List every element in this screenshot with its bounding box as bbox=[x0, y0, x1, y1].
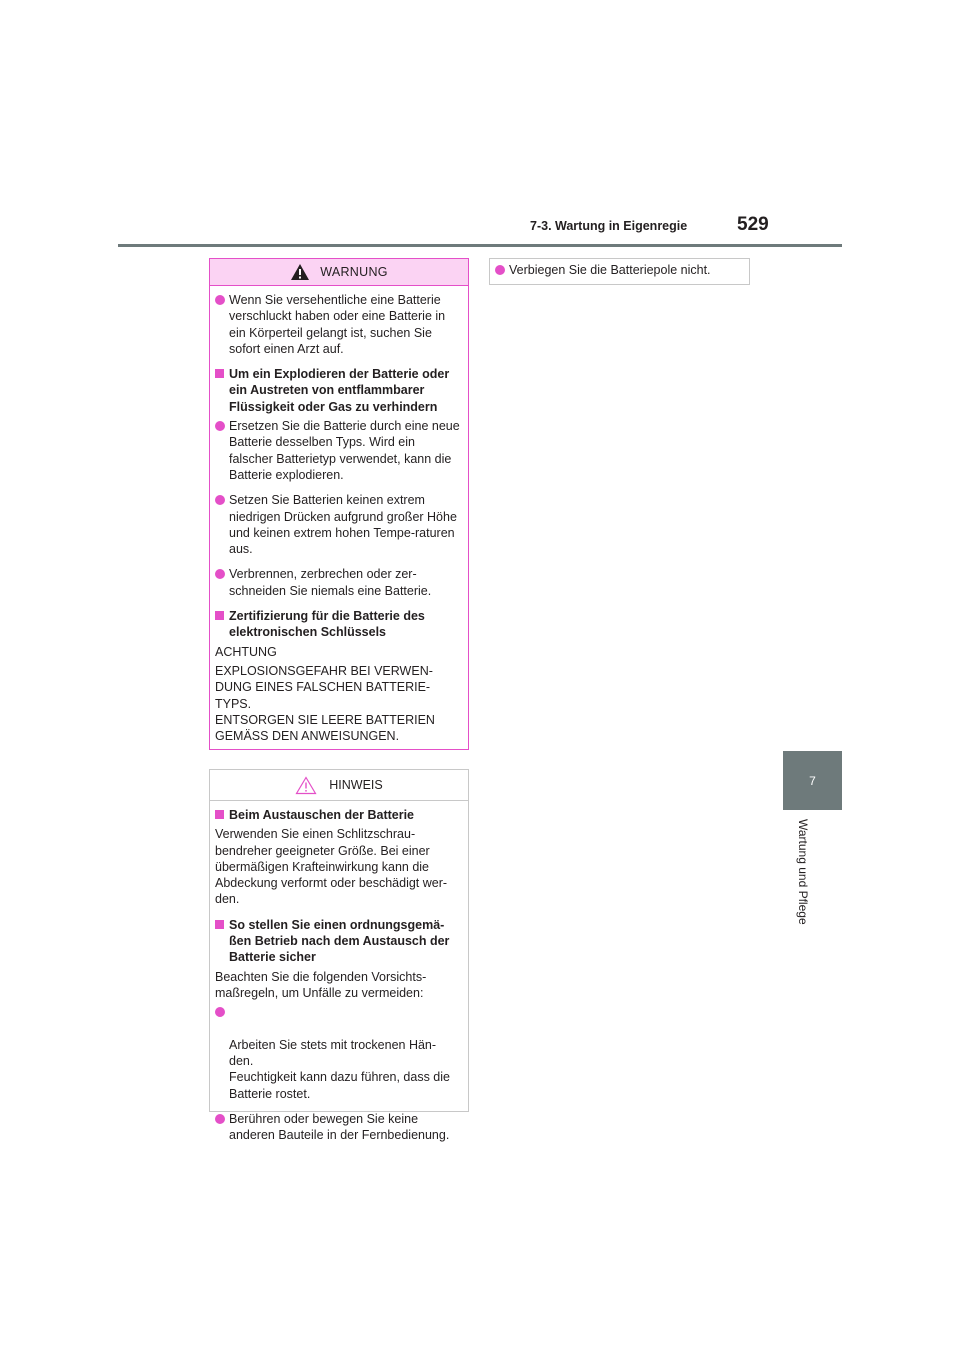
square-bullet-icon bbox=[215, 810, 224, 819]
notice-text-screwdriver: Verwenden Sie einen Schlitzschrau-bendreher geeigneter Größe. Bei einer übermäßigen Krafteinwirkung kann die Abdeckung verformt oder beschädigt wer-den. bbox=[215, 827, 448, 907]
continuation-item-poles: Verbiegen Sie die Batteriepole nicht. bbox=[509, 263, 711, 277]
list-item bbox=[215, 418, 460, 483]
page-number: 529 bbox=[737, 214, 769, 235]
warning-item-swallow: Wenn Sie versehentliche eine Batterie verschluckt haben oder eine Batterie in ein Körperteil gelangt ist, suchen Sie sofort einen Arzt auf. bbox=[229, 293, 446, 356]
list-item bbox=[215, 292, 460, 357]
warning-item-replace: Ersetzen Sie die Batterie durch eine neue Batterie desselben Typs. Wird ein falscher Batterietyp verwendet, kann die Batterie explodieren. bbox=[229, 419, 460, 482]
bullet-icon bbox=[215, 495, 225, 505]
square-bullet-icon bbox=[215, 611, 224, 620]
warning-header bbox=[210, 259, 468, 286]
bullet-icon bbox=[215, 421, 225, 431]
notice-text-precautions: Beachten Sie die folgenden Vorsichts-maßregeln, um Unfälle zu vermeiden: bbox=[215, 969, 427, 1000]
notice-header bbox=[210, 770, 468, 801]
notice-heading-replace: Beim Austauschen der Batterie bbox=[229, 808, 415, 822]
list-item bbox=[495, 262, 741, 278]
list-item bbox=[215, 566, 460, 599]
bullet-icon bbox=[215, 295, 225, 305]
caution-label: ACHTUNG bbox=[215, 644, 277, 659]
warning-heading-explosion: Um ein Explodieren der Batterie oder ein Austreten von entflammbarer Flüssigkeit oder Gas zu verhindern bbox=[229, 367, 450, 414]
subheading bbox=[215, 917, 460, 966]
list-item bbox=[215, 1111, 460, 1144]
warning-title: WARNUNG bbox=[320, 264, 388, 279]
warning-content bbox=[210, 286, 468, 744]
caution-outline-icon bbox=[295, 776, 317, 795]
continuation-box bbox=[489, 258, 750, 285]
bullet-icon bbox=[495, 265, 505, 275]
header-rule bbox=[118, 244, 842, 247]
bullet-icon bbox=[215, 569, 225, 579]
chapter-title: Wartung und Pflege bbox=[796, 819, 810, 925]
warning-box bbox=[209, 258, 469, 750]
continuation-content bbox=[490, 259, 749, 278]
chapter-number: 7 bbox=[809, 773, 816, 788]
bullet-icon bbox=[215, 1114, 225, 1124]
bullet-icon bbox=[215, 1007, 225, 1017]
notice-heading-operation: So stellen Sie einen ordnungsgemä-ßen Betrieb nach dem Austausch der Batterie sicher bbox=[229, 917, 450, 965]
subheading bbox=[215, 807, 460, 823]
list-item bbox=[215, 1004, 460, 1102]
chapter-tab bbox=[783, 751, 842, 810]
subheading bbox=[215, 608, 460, 641]
warning-triangle-icon bbox=[290, 263, 310, 281]
list-item bbox=[215, 492, 460, 557]
section-title: 7-3. Wartung in Eigenregie bbox=[530, 219, 688, 233]
notice-box bbox=[209, 769, 469, 1143]
notice-title: HINWEIS bbox=[329, 777, 383, 792]
subheading bbox=[215, 366, 460, 415]
warning-heading-certification: Zertifizierung für die Batterie des elektronischen Schlüssels bbox=[229, 609, 425, 640]
square-bullet-icon bbox=[215, 920, 224, 929]
warning-item-burn: Verbrennen, zerbrechen oder zer-schneiden Sie niemals eine Batterie. bbox=[229, 567, 432, 598]
notice-item-no-touch: Berühren oder bewegen Sie keine anderen Bauteile in der Fernbedienung. bbox=[229, 1112, 450, 1143]
notice-item-dry-hands: Arbeiten Sie stets mit trockenen Hän-den. Feuchtigkeit kann dazu führen, dass die Batterie rostet. bbox=[229, 1037, 450, 1101]
caution-text: EXPLOSIONSGEFAHR BEI VERWEN-DUNG EINES FALSCHEN BATTERIE-TYPS. ENTSORGEN SIE LEERE BATTERIEN GEMÄSS DEN ANWEISUNGEN. bbox=[215, 663, 435, 744]
warning-item-pressure: Setzen Sie Batterien keinen extrem niedrigen Drücken aufgrund großer Höhe und keinen extrem hohen Tempe-raturen aus. bbox=[229, 493, 457, 557]
square-bullet-icon bbox=[215, 369, 224, 378]
notice-content bbox=[210, 801, 468, 1144]
